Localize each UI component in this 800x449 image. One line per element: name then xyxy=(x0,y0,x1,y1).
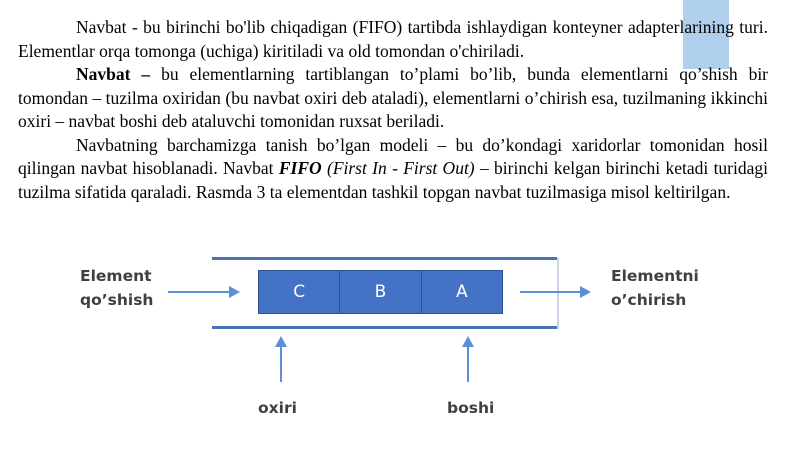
queue-cell-b: B xyxy=(340,271,421,313)
paragraph-1-text: Navbat - bu birinchi bo'lib chiqadigan (FIFO) tartibda ishlaydigan konteyner adapterlarining turi. Elementlar orqa tomonga (uchiga) kiritiladi va old tomondan o'chiriladi. xyxy=(18,17,768,61)
paragraph-3-end: – birinchi kelgan birinchi ketadi turidagi tuzilma sifatida qaraladi. Rasmda 3 ta elementdan tashkil topgan navbat tuzilmasiga misol keltirilgan. xyxy=(18,158,768,202)
remove-element-label-line1: Elementni xyxy=(611,267,699,285)
queue-cell-c: C xyxy=(259,271,340,313)
add-element-label-line2: qo’shish xyxy=(80,291,154,309)
tail-label: oxiri xyxy=(258,399,297,417)
navbat-term: Navbat – xyxy=(76,64,151,84)
fifo-expansion: (First In - First Out) xyxy=(321,158,475,178)
tail-arrow-icon xyxy=(275,336,287,382)
head-label: boshi xyxy=(447,399,495,417)
enqueue-arrow-icon xyxy=(168,286,240,298)
fifo-term: FIFO xyxy=(278,158,322,178)
head-arrow-icon xyxy=(462,336,474,382)
remove-element-label-line2: o’chirish xyxy=(611,291,687,309)
paragraph-2-text: bu elementlarning tartiblangan to’plami bo’lib, bunda elementlarni qo’shish bir tomondan – tuzilma oxiridan (bu navbat oxiri deb ataladi), elementlarni o’chirish esa, tuzilmaning ikkinchi oxiri – navbat boshi deb ataluvchi tomonidan ruxsat beriladi. xyxy=(18,64,769,131)
paragraph-3-start: Navbatning barchamizga tanish bo’lgan modeli – bu do’kondagi xaridorlar tomonidan hosil qilingan navbat hisoblanadi. Navbat xyxy=(18,134,768,178)
add-element-label-line1: Element xyxy=(80,267,152,285)
dequeue-arrow-icon xyxy=(520,286,591,298)
queue-cell-a: A xyxy=(456,282,468,302)
